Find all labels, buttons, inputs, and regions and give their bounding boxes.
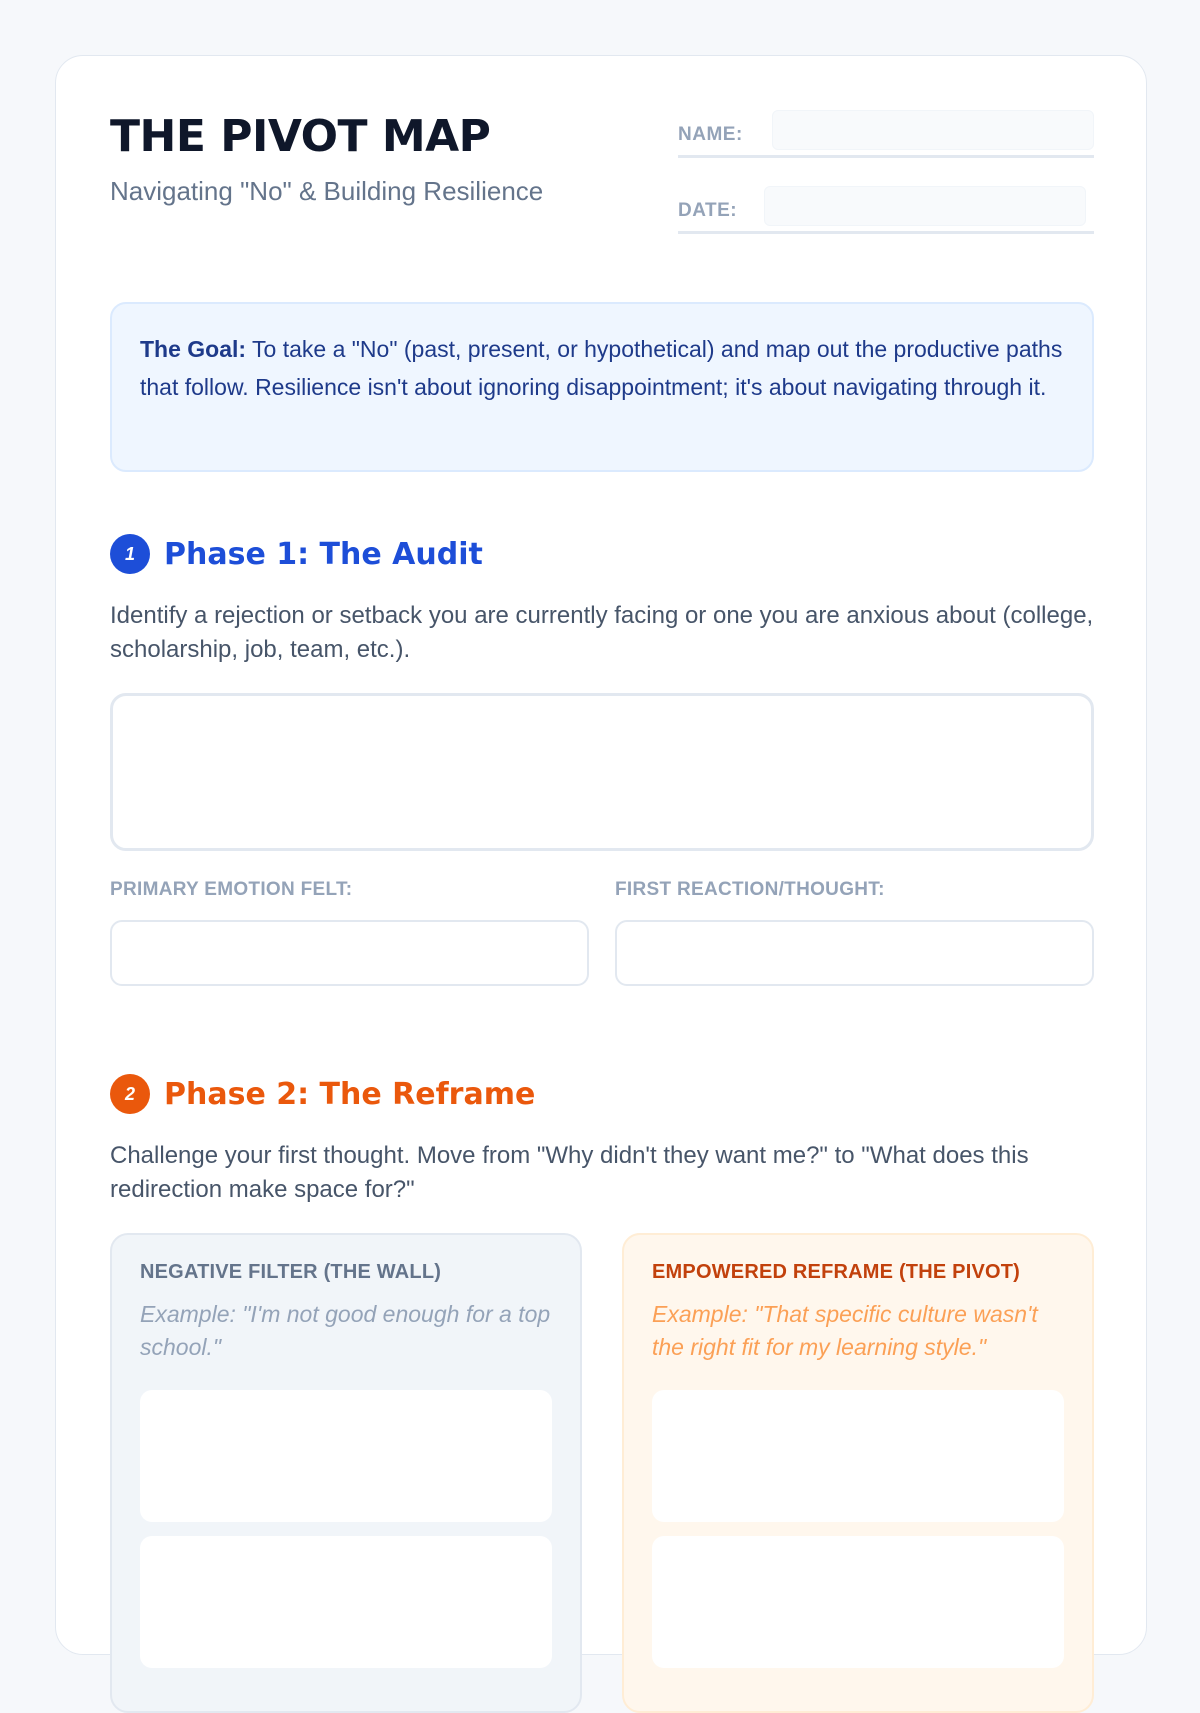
reaction-label: FIRST REACTION/THOUGHT: <box>615 879 885 900</box>
empowered-reframe-panel <box>622 1233 1094 1713</box>
phase2-number-badge: 2 <box>110 1074 150 1114</box>
negative-filter-title: NEGATIVE FILTER (THE WALL) <box>140 1261 442 1283</box>
emotion-label: PRIMARY EMOTION FELT: <box>110 879 353 900</box>
setback-textarea[interactable] <box>110 693 1094 851</box>
goal-text: To take a "No" (past, present, or hypothetical) and map out the productive paths that follow. Resilience isn't about ignoring disappointment; it's about navigating through it. <box>140 336 1063 400</box>
reaction-input[interactable] <box>615 920 1094 986</box>
negative-filter-input[interactable] <box>140 1390 552 1522</box>
page-title: THE PIVOT MAP <box>110 111 491 162</box>
emotion-input[interactable] <box>110 920 589 986</box>
phase2-title: Phase 2: The Reframe <box>164 1076 536 1112</box>
goal-label: The Goal: <box>140 336 247 362</box>
phase1-number-badge: 1 <box>110 534 150 574</box>
goal-box <box>110 302 1094 472</box>
empowered-reframe-example: Example: "That specific culture wasn't the right fit for my learning style." <box>652 1301 1038 1360</box>
phase1-header <box>110 534 483 574</box>
empowered-reframe-input[interactable] <box>652 1390 1064 1522</box>
negative-filter-input[interactable] <box>140 1536 552 1668</box>
date-input[interactable] <box>764 186 1086 226</box>
worksheet-card <box>55 55 1147 1655</box>
phase1-title: Phase 1: The Audit <box>164 536 483 572</box>
name-row <box>678 110 1094 158</box>
phase2-header <box>110 1074 535 1114</box>
phase2-description: Challenge your first thought. Move from "Why didn't they want me?" to "What does this redirection make space for?" <box>110 1142 1029 1203</box>
empowered-reframe-title: EMPOWERED REFRAME (THE PIVOT) <box>652 1261 1021 1283</box>
date-label: DATE: <box>678 200 738 221</box>
phase1-description: Identify a rejection or setback you are currently facing or one you are anxious about (college, scholarship, job, team, etc.). <box>110 602 1094 663</box>
name-input[interactable] <box>772 110 1094 150</box>
date-row <box>678 186 1094 234</box>
empowered-reframe-input[interactable] <box>652 1536 1064 1668</box>
negative-filter-example: Example: "I'm not good enough for a top school." <box>140 1301 551 1360</box>
page-subtitle: Navigating "No" & Building Resilience <box>110 176 544 206</box>
negative-filter-panel <box>110 1233 582 1713</box>
name-label: NAME: <box>678 124 743 145</box>
